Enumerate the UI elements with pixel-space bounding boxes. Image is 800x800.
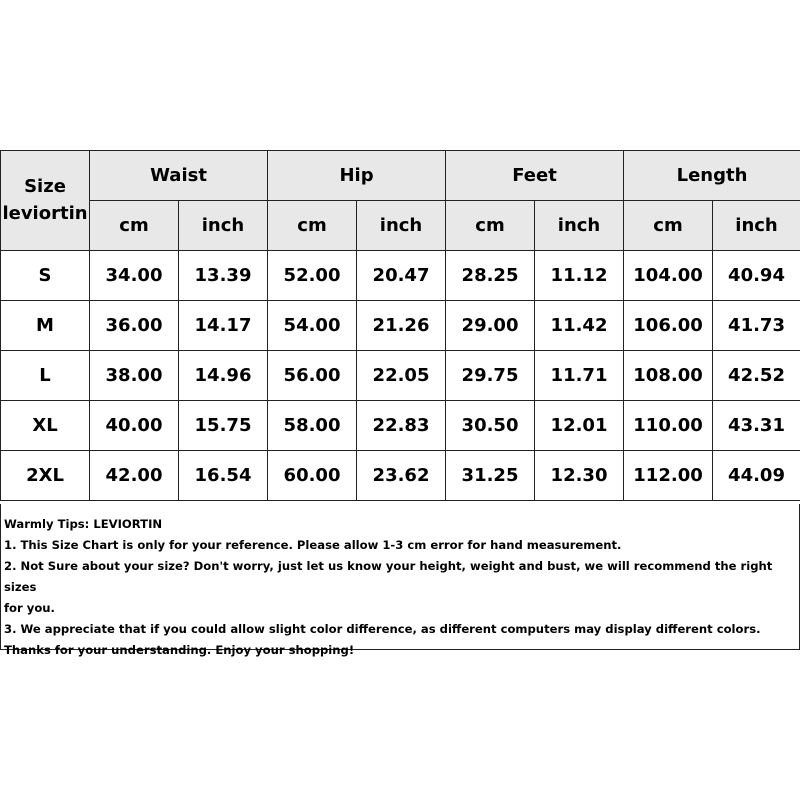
size-column-header [1, 151, 90, 251]
hip-group-header: Hip [268, 151, 446, 201]
feet-inch-cell: 11.12 [535, 251, 624, 301]
tips-closing: Thanks for your understanding. Enjoy your shopping! [4, 643, 355, 657]
hip-inch-header: inch [357, 201, 446, 251]
hip-cm-cell: 60.00 [268, 451, 357, 501]
waist-cm-cell: 36.00 [90, 301, 179, 351]
hip-inch-cell: 21.26 [357, 301, 446, 351]
size-chart-table [0, 150, 800, 501]
length-cm-cell: 106.00 [624, 301, 713, 351]
size-cell: L [1, 351, 90, 401]
length-inch-cell: 44.09 [713, 451, 800, 501]
waist-inch-cell: 15.75 [179, 401, 268, 451]
waist-cm-header: cm [90, 201, 179, 251]
waist-inch-cell: 16.54 [179, 451, 268, 501]
feet-cm-cell: 30.50 [446, 401, 535, 451]
feet-inch-cell: 11.42 [535, 301, 624, 351]
hip-cm-header: cm [268, 201, 357, 251]
length-cm-cell: 112.00 [624, 451, 713, 501]
feet-cm-cell: 31.25 [446, 451, 535, 501]
waist-inch-cell: 14.96 [179, 351, 268, 401]
table-row-s [1, 251, 800, 301]
size-cell: S [1, 251, 90, 301]
length-inch-cell: 41.73 [713, 301, 800, 351]
length-inch-header: inch [713, 201, 800, 251]
feet-inch-cell: 11.71 [535, 351, 624, 401]
size-header-label: Size [24, 176, 66, 198]
hip-cm-cell: 56.00 [268, 351, 357, 401]
tip-line-2: 2. Not Sure about your size? Don't worry, just let us know your height, weight and bust, we will recommend the right sizes [4, 559, 773, 594]
tip-line-2-continued: for you. [4, 601, 55, 615]
tip-line-3: 3. We appreciate that if you could allow slight color difference, as different computers may display different colors. [4, 622, 761, 636]
hip-inch-cell: 22.83 [357, 401, 446, 451]
length-cm-cell: 108.00 [624, 351, 713, 401]
waist-cm-cell: 34.00 [90, 251, 179, 301]
length-cm-cell: 110.00 [624, 401, 713, 451]
feet-group-header: Feet [446, 151, 624, 201]
feet-cm-cell: 28.25 [446, 251, 535, 301]
hip-inch-cell: 22.05 [357, 351, 446, 401]
hip-inch-cell: 20.47 [357, 251, 446, 301]
waist-cm-cell: 42.00 [90, 451, 179, 501]
feet-inch-cell: 12.01 [535, 401, 624, 451]
tips-box [0, 504, 800, 657]
size-cell: XL [1, 401, 90, 451]
waist-inch-cell: 14.17 [179, 301, 268, 351]
header-row-units [1, 201, 800, 251]
waist-cm-cell: 38.00 [90, 351, 179, 401]
header-row-groups [1, 151, 800, 201]
length-inch-cell: 40.94 [713, 251, 800, 301]
table-row-m [1, 301, 800, 351]
waist-inch-header: inch [179, 201, 268, 251]
length-cm-cell: 104.00 [624, 251, 713, 301]
size-cell: M [1, 301, 90, 351]
length-inch-cell: 42.52 [713, 351, 800, 401]
hip-cm-cell: 52.00 [268, 251, 357, 301]
feet-cm-cell: 29.00 [446, 301, 535, 351]
length-group-header: Length [624, 151, 800, 201]
hip-inch-cell: 23.62 [357, 451, 446, 501]
table-row-l [1, 351, 800, 401]
waist-inch-cell: 13.39 [179, 251, 268, 301]
feet-inch-header: inch [535, 201, 624, 251]
tips-title: Warmly Tips: LEVIORTIN [4, 517, 163, 531]
size-header-brand: leviortin [2, 202, 88, 224]
table-row-2xl [1, 451, 800, 501]
size-cell: 2XL [1, 451, 90, 501]
feet-inch-cell: 12.30 [535, 451, 624, 501]
feet-cm-cell: 29.75 [446, 351, 535, 401]
table-row-xl [1, 401, 800, 451]
length-cm-header: cm [624, 201, 713, 251]
tip-line-1: 1. This Size Chart is only for your reference. Please allow 1-3 cm error for hand measurement. [4, 538, 622, 552]
waist-cm-cell: 40.00 [90, 401, 179, 451]
waist-group-header: Waist [90, 151, 268, 201]
hip-cm-cell: 54.00 [268, 301, 357, 351]
hip-cm-cell: 58.00 [268, 401, 357, 451]
feet-cm-header: cm [446, 201, 535, 251]
length-inch-cell: 43.31 [713, 401, 800, 451]
